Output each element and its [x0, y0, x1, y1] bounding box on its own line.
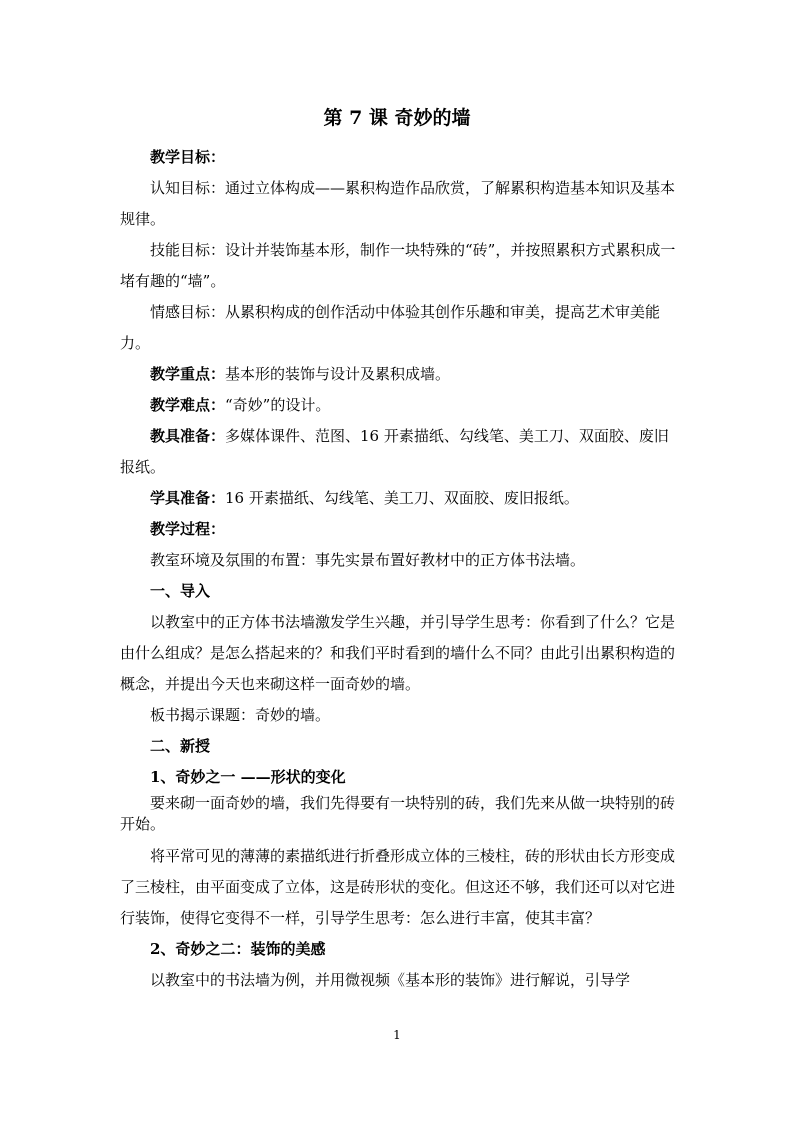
cognitive-objective	[120, 173, 676, 235]
teaching-aids-text: 多媒体课件、范图、16 开素描纸、勾线笔、美工刀、双面胶、废旧报纸。	[120, 427, 669, 476]
student-aids	[120, 483, 676, 514]
section-new-heading: 二、新授	[150, 737, 211, 755]
skill-objective	[120, 235, 676, 297]
environment-paragraph: 教室环境及氛围的布置：事先实景布置好教材中的正方体书法墙。	[150, 551, 586, 569]
key-point-text: 基本形的装饰与设计及累积成墙。	[225, 365, 451, 383]
board-title-paragraph: 板书揭示课题：奇妙的墙。	[150, 706, 331, 724]
lesson-title: 第 7 课 奇妙的墙	[323, 107, 471, 129]
emotion-objective-label: 情感目标：	[150, 303, 226, 321]
objectives-heading: 教学目标：	[150, 148, 226, 166]
emotion-objective-text: 从累积构成的创作活动中体验其创作乐趣和审美，提高艺术审美能力。	[120, 303, 661, 352]
intro-paragraph: 以教室中的正方体书法墙激发学生兴趣，并引导学生思考：你看到了什么？它是由什么组成？是怎么搭起来的？和我们平时看到的墙什么不同？由此引出累积构造的概念，并提出今天也来砌这样一面奇妙的墙。	[120, 613, 676, 693]
skill-objective-text: 设计并装饰基本形，制作一块特殊的“砖”，并按照累积方式累积成一堵有趣的“墙”。	[120, 241, 676, 290]
cognitive-objective-label: 认知目标：	[150, 179, 226, 197]
key-point-label: 教学重点：	[150, 365, 226, 383]
shape-paragraph-2: 将平常可见的薄薄的素描纸进行折叠形成立体的三棱柱，砖的形状由长方形变成了三棱柱，由平面变成了立体，这是砖形状的变化。但这还不够，我们还可以对它进行装饰，使得它变得不一样，引导学生思考：怎么进行丰富，使其丰富？	[120, 847, 676, 927]
difficulty-text: “奇妙”的设计。	[225, 396, 331, 414]
teaching-aids	[120, 421, 676, 483]
subsection-decoration-heading: 2、奇妙之二：装饰的美感	[150, 940, 326, 958]
emotion-objective	[120, 297, 676, 359]
difficulty	[120, 390, 676, 421]
student-aids-text: 16 开素描纸、勾线笔、美工刀、双面胶、废旧报纸。	[225, 489, 579, 507]
page-number: 1	[393, 1028, 401, 1042]
lesson-content	[120, 142, 676, 996]
student-aids-label: 学具准备：	[150, 489, 226, 507]
skill-objective-label: 技能目标：	[150, 241, 226, 259]
section-intro-heading: 一、导入	[150, 582, 211, 600]
shape-paragraph-1: 要来砌一面奇妙的墙，我们先得要有一块特别的砖，我们先来从做一块特别的砖开始。	[120, 794, 676, 833]
subsection-shape-heading: 1、奇妙之一 ——形状的变化	[150, 768, 346, 786]
decoration-paragraph-1: 以教室中的书法墙为例，并用微视频《基本形的装饰》进行解说，引导学	[150, 971, 631, 989]
process-heading: 教学过程：	[150, 520, 226, 538]
cognitive-objective-text: 通过立体构成——累积构造作品欣赏，了解累积构造基本知识及基本规律。	[120, 179, 676, 228]
difficulty-label: 教学难点：	[150, 396, 226, 414]
teaching-aids-label: 教具准备：	[150, 427, 226, 445]
key-point	[120, 359, 676, 390]
